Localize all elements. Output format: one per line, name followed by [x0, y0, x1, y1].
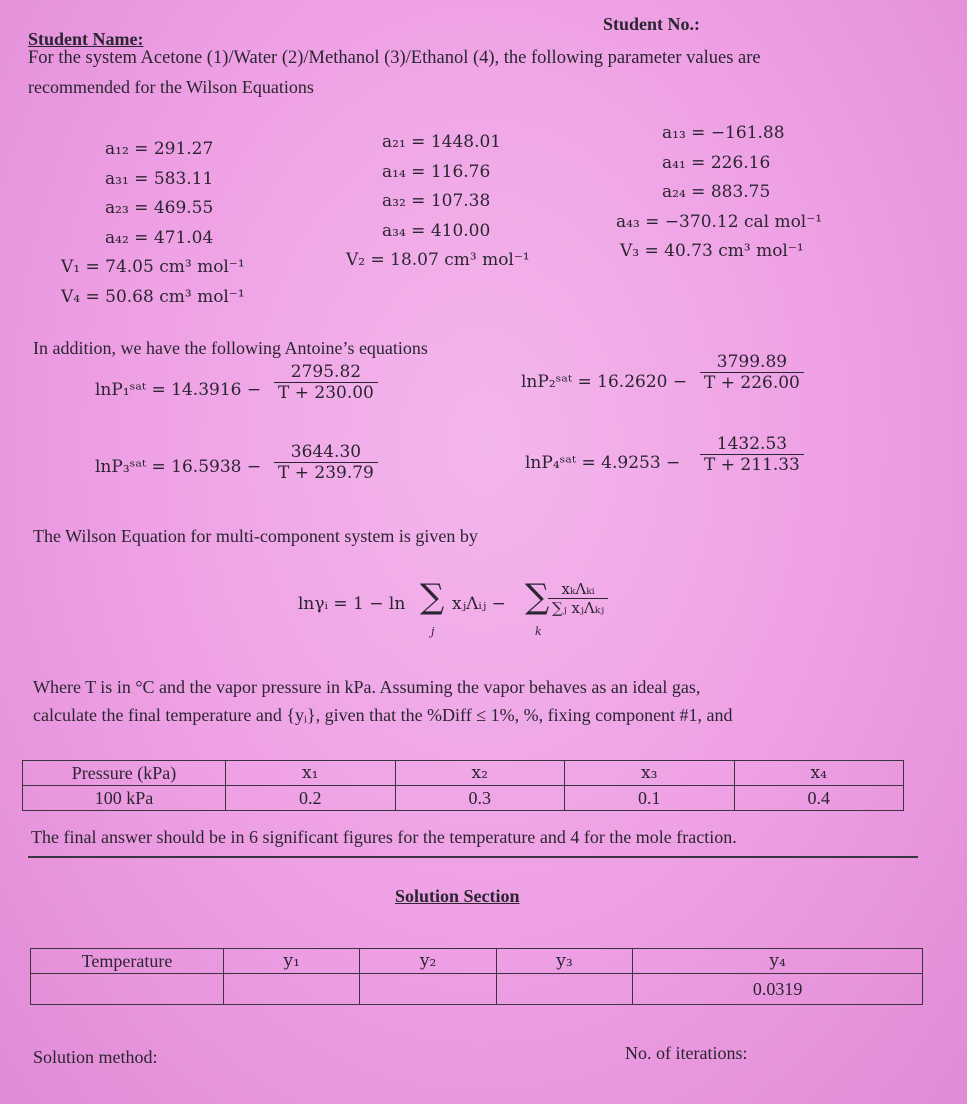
- header-y3: y₃: [496, 949, 632, 974]
- iterations-label: No. of iterations:: [625, 1043, 748, 1063]
- header-y1: y₁: [224, 949, 360, 974]
- param-a42: a₄₂ = 471.04: [105, 227, 214, 248]
- value-pressure: 100 kPa: [23, 786, 226, 811]
- final-note: The final answer should be in 6 significant figures for the temperature and 4 for the mole fraction.: [31, 827, 737, 847]
- param-a14: a₁₄ = 116.76: [382, 161, 491, 182]
- param-a34: a₃₄ = 410.00: [382, 220, 491, 241]
- header-x2: x₂: [395, 761, 565, 786]
- param-a23: a₂₃ = 469.55: [105, 198, 214, 218]
- param-v1: V₁ = 74.05 cm³ mol⁻¹: [61, 257, 245, 277]
- params-col-1: [61, 135, 245, 312]
- header-pressure: Pressure (kPa): [23, 761, 226, 786]
- value-x3: 0.1: [565, 786, 735, 811]
- param-a32: a₃₂ = 107.38: [382, 191, 491, 211]
- param-a24: a₂₄ = 883.75: [662, 182, 771, 202]
- wilson-term-1: xⱼΛᵢⱼ −: [452, 594, 506, 614]
- wilson-fraction: [548, 580, 608, 617]
- task-line-2: calculate the final temperature and {yᵢ}, given that the %Diff ≤ 1%, %, fixing component #1, and: [33, 705, 733, 725]
- antoine-eq3-num: 3644.30: [274, 442, 378, 463]
- param-v4: V₄ = 50.68 cm³ mol⁻¹: [61, 286, 245, 307]
- antoine-eq3-den: T + 239.79: [278, 463, 374, 483]
- param-v2: V₂ = 18.07 cm³ mol⁻¹: [346, 250, 530, 270]
- antoine-eq1-num: 2795.82: [274, 362, 378, 383]
- antoine-eq2-num: 3799.89: [700, 352, 804, 373]
- wilson-frac-num: xₖΛₖᵢ: [548, 580, 608, 599]
- params-col-3: [616, 119, 823, 267]
- answer-y1[interactable]: [224, 974, 360, 1005]
- solution-header-row: [31, 949, 923, 974]
- answer-temperature[interactable]: [31, 974, 224, 1005]
- wilson-lhs: lnγᵢ = 1 − ln: [298, 594, 406, 614]
- param-a41: a₄₁ = 226.16: [662, 152, 771, 173]
- antoine-eq1-fraction: [274, 362, 378, 403]
- intro-line-1: For the system Acetone (1)/Water (2)/Methanol (3)/Ethanol (4), the following parameter values are: [28, 48, 761, 68]
- param-a13: a₁₃ = −161.88: [662, 123, 785, 143]
- antoine-eq4-fraction: [700, 434, 804, 475]
- given-data-table: [22, 760, 904, 811]
- header-temperature: Temperature: [31, 949, 224, 974]
- antoine-eq4-den: T + 211.33: [704, 455, 800, 475]
- given-header-row: [23, 761, 904, 786]
- header-x3: x₃: [565, 761, 735, 786]
- header-y4: y₄: [633, 949, 923, 974]
- student-no-label: Student No.:: [603, 14, 701, 34]
- divider-line: [28, 856, 918, 858]
- params-col-2: [346, 128, 530, 276]
- wilson-frac-den: ∑ⱼ xⱼΛₖⱼ: [552, 599, 605, 617]
- antoine-eq1-den: T + 230.00: [278, 383, 374, 403]
- antoine-eq4-lhs: lnP₄ˢᵃᵗ = 4.9253 −: [525, 453, 681, 473]
- antoine-eq1-lhs: lnP₁ˢᵃᵗ = 14.3916 −: [95, 380, 262, 400]
- value-x1: 0.2: [226, 786, 396, 811]
- task-line-1: Where T is in °C and the vapor pressure in kPa. Assuming the vapor behaves as an ideal gas,: [33, 677, 701, 697]
- header-x1: x₁: [226, 761, 396, 786]
- given-value-row: [23, 786, 904, 811]
- answer-y3[interactable]: [496, 974, 632, 1005]
- solution-answer-row: [31, 974, 923, 1005]
- answer-y4[interactable]: 0.0319: [633, 974, 923, 1005]
- param-a31: a₃₁ = 583.11: [105, 168, 214, 189]
- solution-table: [30, 948, 923, 1005]
- header-x4: x₄: [734, 761, 904, 786]
- solution-method-label: Solution method:: [33, 1047, 158, 1067]
- wilson-intro: The Wilson Equation for multi-component system is given by: [33, 526, 478, 546]
- value-x2: 0.3: [395, 786, 565, 811]
- value-x4: 0.4: [734, 786, 904, 811]
- antoine-intro: In addition, we have the following Antoine’s equations: [33, 338, 428, 358]
- sum-symbol-1: ∑: [420, 577, 445, 617]
- antoine-eq2-den: T + 226.00: [704, 373, 800, 393]
- header-y2: y₂: [360, 949, 496, 974]
- param-v3: V₃ = 40.73 cm³ mol⁻¹: [620, 241, 804, 261]
- intro-line-2: recommended for the Wilson Equations: [28, 77, 314, 97]
- antoine-eq2-lhs: lnP₂ˢᵃᵗ = 16.2620 −: [521, 372, 688, 392]
- antoine-eq2-fraction: [700, 352, 804, 393]
- antoine-eq3-lhs: lnP₃ˢᵃᵗ = 16.5938 −: [95, 457, 262, 477]
- antoine-eq3-fraction: [274, 442, 378, 483]
- answer-y2[interactable]: [360, 974, 496, 1005]
- param-a12: a₁₂ = 291.27: [105, 139, 214, 159]
- student-name-label: Student Name:: [28, 29, 144, 49]
- sum-index-k: k: [535, 625, 542, 638]
- sum-symbol-2: ∑: [525, 577, 550, 617]
- param-a43: a₄₃ = −370.12 cal mol⁻¹: [616, 211, 823, 232]
- solution-title: Solution Section: [395, 886, 520, 906]
- antoine-eq4-num: 1432.53: [700, 434, 804, 455]
- param-a21: a₂₁ = 1448.01: [382, 132, 502, 152]
- sum-index-j: j: [431, 625, 435, 638]
